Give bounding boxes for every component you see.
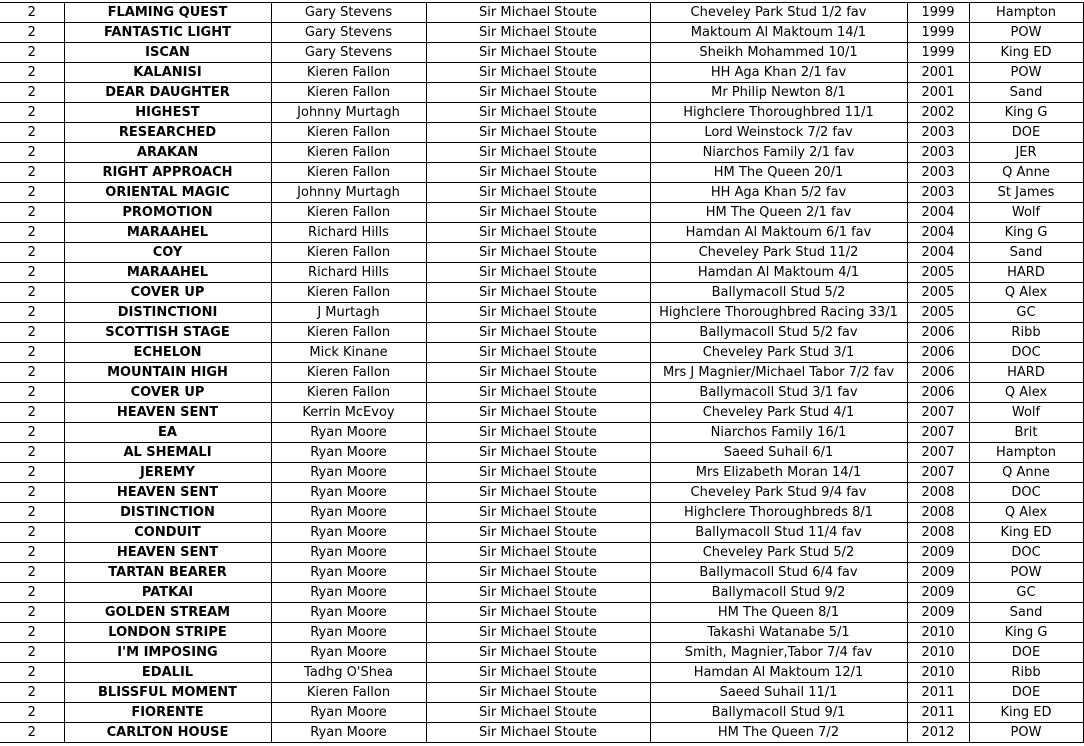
jockey-cell[interactable]: Richard Hills <box>271 263 426 283</box>
year-cell[interactable]: 2007 <box>907 423 969 443</box>
year-cell[interactable]: 2008 <box>907 503 969 523</box>
owner-odds-cell[interactable]: Cheveley Park Stud 4/1 <box>650 403 907 423</box>
horse-cell[interactable]: COY <box>64 243 271 263</box>
year-cell[interactable]: 2012 <box>907 723 969 743</box>
table-row[interactable] <box>0 403 1083 423</box>
owner-odds-cell[interactable]: Smith, Magnier,Tabor 7/4 fav <box>650 643 907 663</box>
rank-cell[interactable]: 2 <box>0 63 64 83</box>
rank-cell[interactable]: 2 <box>0 123 64 143</box>
owner-odds-cell[interactable]: Ballymacoll Stud 9/2 <box>650 583 907 603</box>
owner-odds-cell[interactable]: HH Aga Khan 5/2 fav <box>650 183 907 203</box>
table-row[interactable] <box>0 203 1083 223</box>
owner-odds-cell[interactable]: Maktoum Al Maktoum 14/1 <box>650 23 907 43</box>
jockey-cell[interactable]: Kieren Fallon <box>271 383 426 403</box>
race-cell[interactable]: DOC <box>969 483 1083 503</box>
owner-odds-cell[interactable]: HM The Queen 20/1 <box>650 163 907 183</box>
rank-cell[interactable]: 2 <box>0 143 64 163</box>
horse-cell[interactable]: JEREMY <box>64 463 271 483</box>
horse-cell[interactable]: TARTAN BEARER <box>64 563 271 583</box>
rank-cell[interactable]: 2 <box>0 243 64 263</box>
horse-cell[interactable]: HEAVEN SENT <box>64 403 271 423</box>
owner-odds-cell[interactable]: HH Aga Khan 2/1 fav <box>650 63 907 83</box>
trainer-cell[interactable]: Sir Michael Stoute <box>426 623 650 643</box>
owner-odds-cell[interactable]: Lord Weinstock 7/2 fav <box>650 123 907 143</box>
table-row[interactable] <box>0 383 1083 403</box>
owner-odds-cell[interactable]: Hamdan Al Maktoum 12/1 <box>650 663 907 683</box>
race-cell[interactable]: Sand <box>969 83 1083 103</box>
trainer-cell[interactable]: Sir Michael Stoute <box>426 343 650 363</box>
trainer-cell[interactable]: Sir Michael Stoute <box>426 383 650 403</box>
jockey-cell[interactable]: Ryan Moore <box>271 443 426 463</box>
jockey-cell[interactable]: Kieren Fallon <box>271 283 426 303</box>
year-cell[interactable]: 2002 <box>907 103 969 123</box>
horse-cell[interactable]: LONDON STRIPE <box>64 623 271 643</box>
jockey-cell[interactable]: Ryan Moore <box>271 503 426 523</box>
table-row[interactable] <box>0 63 1083 83</box>
jockey-cell[interactable]: Ryan Moore <box>271 723 426 743</box>
horse-cell[interactable]: PROMOTION <box>64 203 271 223</box>
trainer-cell[interactable]: Sir Michael Stoute <box>426 123 650 143</box>
jockey-cell[interactable]: Ryan Moore <box>271 643 426 663</box>
table-row[interactable] <box>0 223 1083 243</box>
horse-cell[interactable]: DEAR DAUGHTER <box>64 83 271 103</box>
horse-cell[interactable]: PATKAI <box>64 583 271 603</box>
owner-odds-cell[interactable]: HM The Queen 8/1 <box>650 603 907 623</box>
owner-odds-cell[interactable]: Takashi Watanabe 5/1 <box>650 623 907 643</box>
trainer-cell[interactable]: Sir Michael Stoute <box>426 523 650 543</box>
race-cell[interactable]: Q Alex <box>969 383 1083 403</box>
horse-cell[interactable]: CARLTON HOUSE <box>64 723 271 743</box>
table-row[interactable] <box>0 143 1083 163</box>
horse-cell[interactable]: ORIENTAL MAGIC <box>64 183 271 203</box>
owner-odds-cell[interactable]: Ballymacoll Stud 5/2 fav <box>650 323 907 343</box>
race-cell[interactable]: HARD <box>969 363 1083 383</box>
race-cell[interactable]: King ED <box>969 523 1083 543</box>
year-cell[interactable]: 2010 <box>907 623 969 643</box>
trainer-cell[interactable]: Sir Michael Stoute <box>426 543 650 563</box>
owner-odds-cell[interactable]: Highclere Thoroughbred 11/1 <box>650 103 907 123</box>
rank-cell[interactable]: 2 <box>0 83 64 103</box>
table-row[interactable] <box>0 443 1083 463</box>
owner-odds-cell[interactable]: Highclere Thoroughbred Racing 33/1 <box>650 303 907 323</box>
jockey-cell[interactable]: Ryan Moore <box>271 423 426 443</box>
table-row[interactable] <box>0 463 1083 483</box>
jockey-cell[interactable]: Ryan Moore <box>271 563 426 583</box>
trainer-cell[interactable]: Sir Michael Stoute <box>426 203 650 223</box>
year-cell[interactable]: 2011 <box>907 683 969 703</box>
trainer-cell[interactable]: Sir Michael Stoute <box>426 303 650 323</box>
trainer-cell[interactable]: Sir Michael Stoute <box>426 23 650 43</box>
horse-cell[interactable]: EA <box>64 423 271 443</box>
year-cell[interactable]: 2005 <box>907 303 969 323</box>
year-cell[interactable]: 1999 <box>907 23 969 43</box>
jockey-cell[interactable]: Ryan Moore <box>271 543 426 563</box>
table-row[interactable] <box>0 183 1083 203</box>
horse-cell[interactable]: COVER UP <box>64 383 271 403</box>
jockey-cell[interactable]: Gary Stevens <box>271 43 426 63</box>
race-cell[interactable]: Q Alex <box>969 503 1083 523</box>
jockey-cell[interactable]: Johnny Murtagh <box>271 183 426 203</box>
horse-cell[interactable]: HEAVEN SENT <box>64 483 271 503</box>
table-row[interactable] <box>0 323 1083 343</box>
horse-cell[interactable]: ISCAN <box>64 43 271 63</box>
rank-cell[interactable]: 2 <box>0 23 64 43</box>
table-row[interactable] <box>0 343 1083 363</box>
race-cell[interactable]: Q Anne <box>969 463 1083 483</box>
trainer-cell[interactable]: Sir Michael Stoute <box>426 223 650 243</box>
race-cell[interactable]: GC <box>969 303 1083 323</box>
rank-cell[interactable]: 2 <box>0 483 64 503</box>
table-row[interactable] <box>0 523 1083 543</box>
jockey-cell[interactable]: Kieren Fallon <box>271 323 426 343</box>
jockey-cell[interactable]: Kieren Fallon <box>271 683 426 703</box>
trainer-cell[interactable]: Sir Michael Stoute <box>426 283 650 303</box>
race-cell[interactable]: DOE <box>969 643 1083 663</box>
year-cell[interactable]: 2009 <box>907 543 969 563</box>
trainer-cell[interactable]: Sir Michael Stoute <box>426 443 650 463</box>
rank-cell[interactable]: 2 <box>0 263 64 283</box>
year-cell[interactable]: 2008 <box>907 483 969 503</box>
rank-cell[interactable]: 2 <box>0 663 64 683</box>
trainer-cell[interactable]: Sir Michael Stoute <box>426 423 650 443</box>
owner-odds-cell[interactable]: Cheveley Park Stud 9/4 fav <box>650 483 907 503</box>
owner-odds-cell[interactable]: Ballymacoll Stud 5/2 <box>650 283 907 303</box>
owner-odds-cell[interactable]: Cheveley Park Stud 3/1 <box>650 343 907 363</box>
year-cell[interactable]: 2010 <box>907 643 969 663</box>
race-cell[interactable]: HARD <box>969 263 1083 283</box>
table-row[interactable] <box>0 623 1083 643</box>
year-cell[interactable]: 2003 <box>907 123 969 143</box>
rank-cell[interactable]: 2 <box>0 283 64 303</box>
horse-cell[interactable]: FLAMING QUEST <box>64 3 271 23</box>
spreadsheet-grid <box>0 2 1084 743</box>
year-cell[interactable]: 2004 <box>907 203 969 223</box>
owner-odds-cell[interactable]: Saeed Suhail 11/1 <box>650 683 907 703</box>
rank-cell[interactable]: 2 <box>0 603 64 623</box>
owner-odds-cell[interactable]: Hamdan Al Maktoum 4/1 <box>650 263 907 283</box>
horse-cell[interactable]: SCOTTISH STAGE <box>64 323 271 343</box>
jockey-cell[interactable]: Kieren Fallon <box>271 83 426 103</box>
trainer-cell[interactable]: Sir Michael Stoute <box>426 483 650 503</box>
owner-odds-cell[interactable]: HM The Queen 2/1 fav <box>650 203 907 223</box>
owner-odds-cell[interactable]: Highclere Thoroughbreds 8/1 <box>650 503 907 523</box>
table-row[interactable] <box>0 603 1083 623</box>
year-cell[interactable]: 1999 <box>907 43 969 63</box>
race-cell[interactable]: GC <box>969 583 1083 603</box>
year-cell[interactable]: 2005 <box>907 263 969 283</box>
year-cell[interactable]: 2010 <box>907 663 969 683</box>
race-cell[interactable]: Ribb <box>969 663 1083 683</box>
rank-cell[interactable]: 2 <box>0 583 64 603</box>
rank-cell[interactable]: 2 <box>0 643 64 663</box>
jockey-cell[interactable]: Kieren Fallon <box>271 363 426 383</box>
year-cell[interactable]: 2007 <box>907 443 969 463</box>
owner-odds-cell[interactable]: Ballymacoll Stud 6/4 fav <box>650 563 907 583</box>
jockey-cell[interactable]: Mick Kinane <box>271 343 426 363</box>
owner-odds-cell[interactable]: Ballymacoll Stud 11/4 fav <box>650 523 907 543</box>
race-cell[interactable]: King G <box>969 223 1083 243</box>
trainer-cell[interactable]: Sir Michael Stoute <box>426 643 650 663</box>
jockey-cell[interactable]: Kerrin McEvoy <box>271 403 426 423</box>
year-cell[interactable]: 2009 <box>907 603 969 623</box>
horse-cell[interactable]: RESEARCHED <box>64 123 271 143</box>
table-row[interactable] <box>0 483 1083 503</box>
jockey-cell[interactable]: Ryan Moore <box>271 623 426 643</box>
horse-cell[interactable]: KALANISI <box>64 63 271 83</box>
rank-cell[interactable]: 2 <box>0 463 64 483</box>
race-cell[interactable]: Wolf <box>969 403 1083 423</box>
trainer-cell[interactable]: Sir Michael Stoute <box>426 583 650 603</box>
race-cell[interactable]: King ED <box>969 703 1083 723</box>
year-cell[interactable]: 2006 <box>907 323 969 343</box>
race-cell[interactable]: DOE <box>969 683 1083 703</box>
table-row[interactable] <box>0 263 1083 283</box>
jockey-cell[interactable]: Kieren Fallon <box>271 63 426 83</box>
trainer-cell[interactable]: Sir Michael Stoute <box>426 463 650 483</box>
horse-cell[interactable]: RIGHT APPROACH <box>64 163 271 183</box>
race-cell[interactable]: King G <box>969 103 1083 123</box>
race-cell[interactable]: King G <box>969 623 1083 643</box>
horse-cell[interactable]: ARAKAN <box>64 143 271 163</box>
jockey-cell[interactable]: Ryan Moore <box>271 523 426 543</box>
year-cell[interactable]: 2006 <box>907 363 969 383</box>
owner-odds-cell[interactable]: Sheikh Mohammed 10/1 <box>650 43 907 63</box>
race-cell[interactable]: Q Anne <box>969 163 1083 183</box>
race-cell[interactable]: DOE <box>969 123 1083 143</box>
owner-odds-cell[interactable]: Mrs Elizabeth Moran 14/1 <box>650 463 907 483</box>
race-cell[interactable]: DOC <box>969 343 1083 363</box>
horse-cell[interactable]: HIGHEST <box>64 103 271 123</box>
trainer-cell[interactable]: Sir Michael Stoute <box>426 243 650 263</box>
trainer-cell[interactable]: Sir Michael Stoute <box>426 663 650 683</box>
trainer-cell[interactable]: Sir Michael Stoute <box>426 563 650 583</box>
rank-cell[interactable]: 2 <box>0 363 64 383</box>
trainer-cell[interactable]: Sir Michael Stoute <box>426 323 650 343</box>
owner-odds-cell[interactable]: Ballymacoll Stud 9/1 <box>650 703 907 723</box>
trainer-cell[interactable]: Sir Michael Stoute <box>426 403 650 423</box>
year-cell[interactable]: 2009 <box>907 583 969 603</box>
trainer-cell[interactable]: Sir Michael Stoute <box>426 183 650 203</box>
jockey-cell[interactable]: Ryan Moore <box>271 703 426 723</box>
horse-cell[interactable]: I'M IMPOSING <box>64 643 271 663</box>
trainer-cell[interactable]: Sir Michael Stoute <box>426 603 650 623</box>
jockey-cell[interactable]: Kieren Fallon <box>271 143 426 163</box>
owner-odds-cell[interactable]: Mrs J Magnier/Michael Tabor 7/2 fav <box>650 363 907 383</box>
jockey-cell[interactable]: Ryan Moore <box>271 583 426 603</box>
horse-cell[interactable]: BLISSFUL MOMENT <box>64 683 271 703</box>
horse-cell[interactable]: DISTINCTION <box>64 503 271 523</box>
jockey-cell[interactable]: Gary Stevens <box>271 3 426 23</box>
table-row[interactable] <box>0 703 1083 723</box>
race-cell[interactable]: Ribb <box>969 323 1083 343</box>
horse-cell[interactable]: COVER UP <box>64 283 271 303</box>
race-cell[interactable]: Brit <box>969 423 1083 443</box>
owner-odds-cell[interactable]: Cheveley Park Stud 11/2 <box>650 243 907 263</box>
year-cell[interactable]: 2008 <box>907 523 969 543</box>
rank-cell[interactable]: 2 <box>0 563 64 583</box>
year-cell[interactable]: 2004 <box>907 243 969 263</box>
table-row[interactable] <box>0 583 1083 603</box>
year-cell[interactable]: 2011 <box>907 703 969 723</box>
jockey-cell[interactable]: Kieren Fallon <box>271 243 426 263</box>
race-cell[interactable]: POW <box>969 563 1083 583</box>
race-cell[interactable]: Sand <box>969 603 1083 623</box>
table-row[interactable] <box>0 103 1083 123</box>
table-row[interactable] <box>0 303 1083 323</box>
trainer-cell[interactable]: Sir Michael Stoute <box>426 63 650 83</box>
race-cell[interactable]: Hampton <box>969 443 1083 463</box>
rank-cell[interactable]: 2 <box>0 343 64 363</box>
owner-odds-cell[interactable]: Cheveley Park Stud 5/2 <box>650 543 907 563</box>
jockey-cell[interactable]: Johnny Murtagh <box>271 103 426 123</box>
jockey-cell[interactable]: Kieren Fallon <box>271 163 426 183</box>
year-cell[interactable]: 2005 <box>907 283 969 303</box>
year-cell[interactable]: 2001 <box>907 63 969 83</box>
year-cell[interactable]: 2006 <box>907 343 969 363</box>
table-row[interactable] <box>0 23 1083 43</box>
horse-cell[interactable]: HEAVEN SENT <box>64 543 271 563</box>
rank-cell[interactable]: 2 <box>0 423 64 443</box>
rank-cell[interactable]: 2 <box>0 623 64 643</box>
jockey-cell[interactable]: Ryan Moore <box>271 603 426 623</box>
table-row[interactable] <box>0 683 1083 703</box>
table-row[interactable] <box>0 723 1083 743</box>
jockey-cell[interactable]: Gary Stevens <box>271 23 426 43</box>
trainer-cell[interactable]: Sir Michael Stoute <box>426 83 650 103</box>
race-cell[interactable]: Q Alex <box>969 283 1083 303</box>
owner-odds-cell[interactable]: Ballymacoll Stud 3/1 fav <box>650 383 907 403</box>
table-row[interactable] <box>0 3 1083 23</box>
year-cell[interactable]: 2001 <box>907 83 969 103</box>
owner-odds-cell[interactable]: Mr Philip Newton 8/1 <box>650 83 907 103</box>
trainer-cell[interactable]: Sir Michael Stoute <box>426 683 650 703</box>
horse-cell[interactable]: MOUNTAIN HIGH <box>64 363 271 383</box>
year-cell[interactable]: 2003 <box>907 183 969 203</box>
jockey-cell[interactable]: J Murtagh <box>271 303 426 323</box>
table-row[interactable] <box>0 243 1083 263</box>
trainer-cell[interactable]: Sir Michael Stoute <box>426 3 650 23</box>
table-row[interactable] <box>0 643 1083 663</box>
horse-cell[interactable]: AL SHEMALI <box>64 443 271 463</box>
rank-cell[interactable]: 2 <box>0 43 64 63</box>
race-cell[interactable]: POW <box>969 23 1083 43</box>
race-cell[interactable]: DOC <box>969 543 1083 563</box>
horse-cell[interactable]: MARAAHEL <box>64 263 271 283</box>
jockey-cell[interactable]: Ryan Moore <box>271 483 426 503</box>
jockey-cell[interactable]: Tadhg O'Shea <box>271 663 426 683</box>
year-cell[interactable]: 2007 <box>907 463 969 483</box>
race-cell[interactable]: POW <box>969 63 1083 83</box>
race-cell[interactable]: Sand <box>969 243 1083 263</box>
rank-cell[interactable]: 2 <box>0 403 64 423</box>
rank-cell[interactable]: 2 <box>0 543 64 563</box>
table-row[interactable] <box>0 43 1083 63</box>
trainer-cell[interactable]: Sir Michael Stoute <box>426 723 650 743</box>
owner-odds-cell[interactable]: HM The Queen 7/2 <box>650 723 907 743</box>
table-row[interactable] <box>0 503 1083 523</box>
year-cell[interactable]: 2006 <box>907 383 969 403</box>
race-cell[interactable]: King ED <box>969 43 1083 63</box>
trainer-cell[interactable]: Sir Michael Stoute <box>426 363 650 383</box>
horse-cell[interactable]: ECHELON <box>64 343 271 363</box>
rank-cell[interactable]: 2 <box>0 703 64 723</box>
rank-cell[interactable]: 2 <box>0 503 64 523</box>
horse-cell[interactable]: MARAAHEL <box>64 223 271 243</box>
year-cell[interactable]: 2003 <box>907 163 969 183</box>
year-cell[interactable]: 2004 <box>907 223 969 243</box>
trainer-cell[interactable]: Sir Michael Stoute <box>426 263 650 283</box>
rank-cell[interactable]: 2 <box>0 523 64 543</box>
rank-cell[interactable]: 2 <box>0 383 64 403</box>
rank-cell[interactable]: 2 <box>0 683 64 703</box>
trainer-cell[interactable]: Sir Michael Stoute <box>426 163 650 183</box>
rank-cell[interactable]: 2 <box>0 323 64 343</box>
trainer-cell[interactable]: Sir Michael Stoute <box>426 703 650 723</box>
year-cell[interactable]: 2009 <box>907 563 969 583</box>
jockey-cell[interactable]: Richard Hills <box>271 223 426 243</box>
table-row[interactable] <box>0 563 1083 583</box>
table-row[interactable] <box>0 663 1083 683</box>
year-cell[interactable]: 2007 <box>907 403 969 423</box>
trainer-cell[interactable]: Sir Michael Stoute <box>426 43 650 63</box>
trainer-cell[interactable]: Sir Michael Stoute <box>426 143 650 163</box>
horse-cell[interactable]: DISTINCTIONI <box>64 303 271 323</box>
jockey-cell[interactable]: Kieren Fallon <box>271 203 426 223</box>
table-row[interactable] <box>0 163 1083 183</box>
horse-cell[interactable]: FANTASTIC LIGHT <box>64 23 271 43</box>
horse-cell[interactable]: GOLDEN STREAM <box>64 603 271 623</box>
jockey-cell[interactable]: Kieren Fallon <box>271 123 426 143</box>
trainer-cell[interactable]: Sir Michael Stoute <box>426 503 650 523</box>
rank-cell[interactable]: 2 <box>0 3 64 23</box>
owner-odds-cell[interactable]: Niarchos Family 2/1 fav <box>650 143 907 163</box>
table-row[interactable] <box>0 83 1083 103</box>
rank-cell[interactable]: 2 <box>0 103 64 123</box>
rank-cell[interactable]: 2 <box>0 223 64 243</box>
horse-cell[interactable]: CONDUIT <box>64 523 271 543</box>
rank-cell[interactable]: 2 <box>0 723 64 743</box>
table-row[interactable] <box>0 363 1083 383</box>
race-cell[interactable]: POW <box>969 723 1083 743</box>
horse-cell[interactable]: FIORENTE <box>64 703 271 723</box>
rank-cell[interactable]: 2 <box>0 443 64 463</box>
race-cell[interactable]: JER <box>969 143 1083 163</box>
owner-odds-cell[interactable]: Hamdan Al Maktoum 6/1 fav <box>650 223 907 243</box>
race-cell[interactable]: Wolf <box>969 203 1083 223</box>
table-row[interactable] <box>0 123 1083 143</box>
owner-odds-cell[interactable]: Niarchos Family 16/1 <box>650 423 907 443</box>
year-cell[interactable]: 1999 <box>907 3 969 23</box>
race-cell[interactable]: St James <box>969 183 1083 203</box>
horse-cell[interactable]: EDALIL <box>64 663 271 683</box>
owner-odds-cell[interactable]: Cheveley Park Stud 1/2 fav <box>650 3 907 23</box>
trainer-cell[interactable]: Sir Michael Stoute <box>426 103 650 123</box>
owner-odds-cell[interactable]: Saeed Suhail 6/1 <box>650 443 907 463</box>
spreadsheet-body <box>0 3 1083 743</box>
table-row[interactable] <box>0 423 1083 443</box>
table-row[interactable] <box>0 543 1083 563</box>
rank-cell[interactable]: 2 <box>0 303 64 323</box>
rank-cell[interactable]: 2 <box>0 163 64 183</box>
jockey-cell[interactable]: Ryan Moore <box>271 463 426 483</box>
table-row[interactable] <box>0 283 1083 303</box>
race-cell[interactable]: Hampton <box>969 3 1083 23</box>
rank-cell[interactable]: 2 <box>0 183 64 203</box>
year-cell[interactable]: 2003 <box>907 143 969 163</box>
rank-cell[interactable]: 2 <box>0 203 64 223</box>
